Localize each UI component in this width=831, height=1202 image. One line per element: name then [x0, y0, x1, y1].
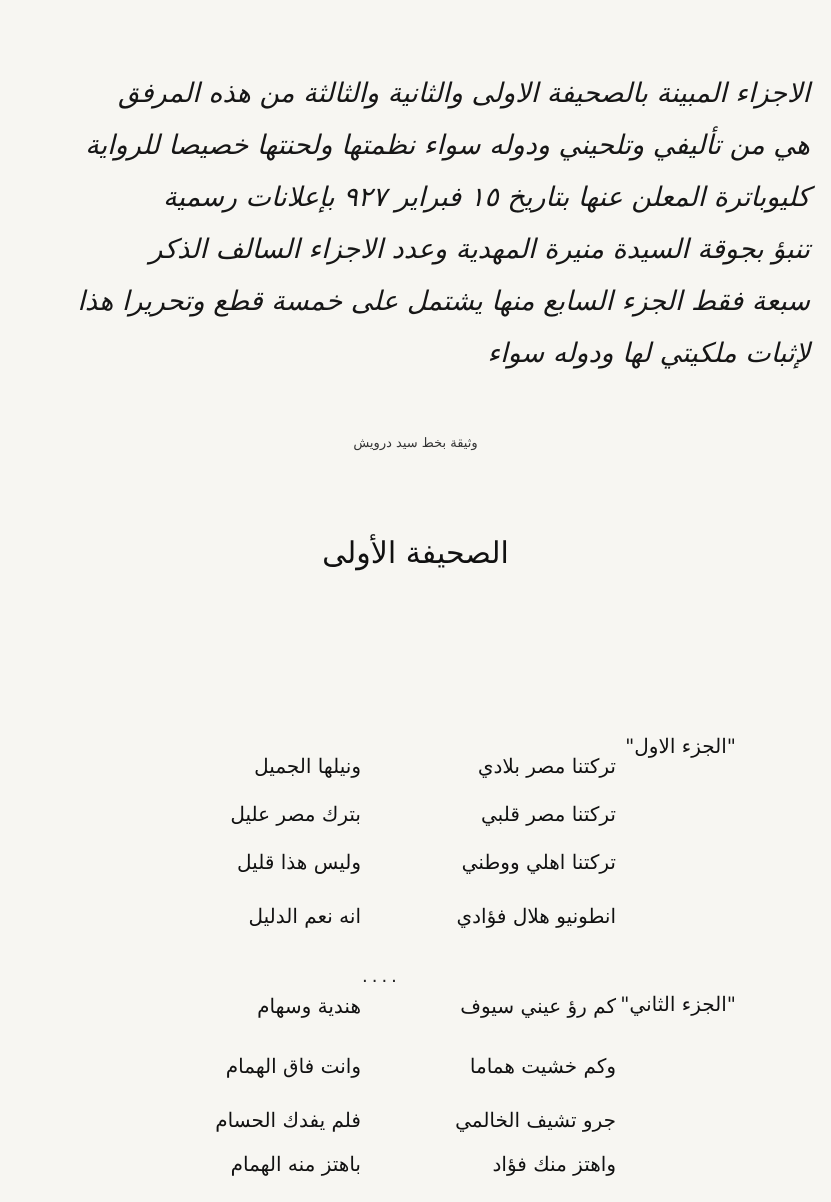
verse-row [0, 1108, 831, 1158]
verse-second-hemistich: باهتز منه الهمام [230, 1152, 361, 1176]
verse-row [0, 802, 831, 852]
note-line-4: تنبؤ بجوقة السيدة منيرة المهدية وعدد الاجزاء السالف الذكر [149, 234, 810, 265]
caption: وثيقة بخط سيد درويش [353, 436, 478, 451]
verse-first-hemistich: واهتز منك فؤاد [492, 1152, 616, 1176]
note-line-5: سبعة فقط الجزء السابع منها يشتمل على خمسة قطع وتحريرا هذا [77, 286, 810, 317]
verse-second-hemistich: هندية وسهام [257, 994, 361, 1018]
verse-second-hemistich: فلم يفدك الحسام [215, 1108, 361, 1132]
section-title: الصحيفة الأولى [322, 536, 509, 571]
note-line-2: هي من تأليفي وتلحيني ودوله سواء نظمتها ولحنتها خصيصا للرواية [85, 130, 810, 161]
verse-row [0, 850, 831, 900]
handwritten-note [70, 68, 810, 380]
verse-row [0, 1054, 831, 1104]
verse-first-hemistich: وكم خشيت هماما [469, 1054, 616, 1078]
part-label-2: "الجزء الثاني" [620, 992, 736, 1016]
separator: .... [362, 966, 401, 987]
verse-second-hemistich: وليس هذا قليل [237, 850, 361, 874]
verse-second-hemistich: وانت فاق الهمام [225, 1054, 361, 1078]
part-label-1: "الجزء الاول" [625, 734, 736, 758]
verse-second-hemistich: بترك مصر عليل [230, 802, 361, 826]
verse-second-hemistich: ونيلها الجميل [254, 754, 361, 778]
verse-first-hemistich: انطونيو هلال فؤادي [456, 904, 616, 928]
verse-row [0, 754, 831, 804]
verse-first-hemistich: تركتنا اهلي ووطني [461, 850, 616, 874]
verse-first-hemistich: تركتنا مصر بلادي [477, 754, 616, 778]
verse-first-hemistich: كم رؤ عيني سيوف [460, 994, 616, 1018]
verse-row [0, 994, 831, 1044]
verse-first-hemistich: تركتنا مصر قلبي [481, 802, 616, 826]
verse-row [0, 1152, 831, 1202]
verse-first-hemistich: جرو تشيف الخالمي [455, 1108, 616, 1132]
verse-second-hemistich: انه نعم الدليل [248, 904, 361, 928]
verse-row [0, 904, 831, 954]
note-line-3: كليوباترة المعلن عنها بتاريخ ١٥ فبراير ٩٢٧ بإعلانات رسمية [163, 182, 810, 213]
note-line-1: الاجزاء المبينة بالصحيفة الاولى والثانية والثالثة من هذه المرفق [118, 78, 810, 109]
note-line-6: لإثبات ملكيتي لها ودوله سواء [487, 338, 810, 369]
